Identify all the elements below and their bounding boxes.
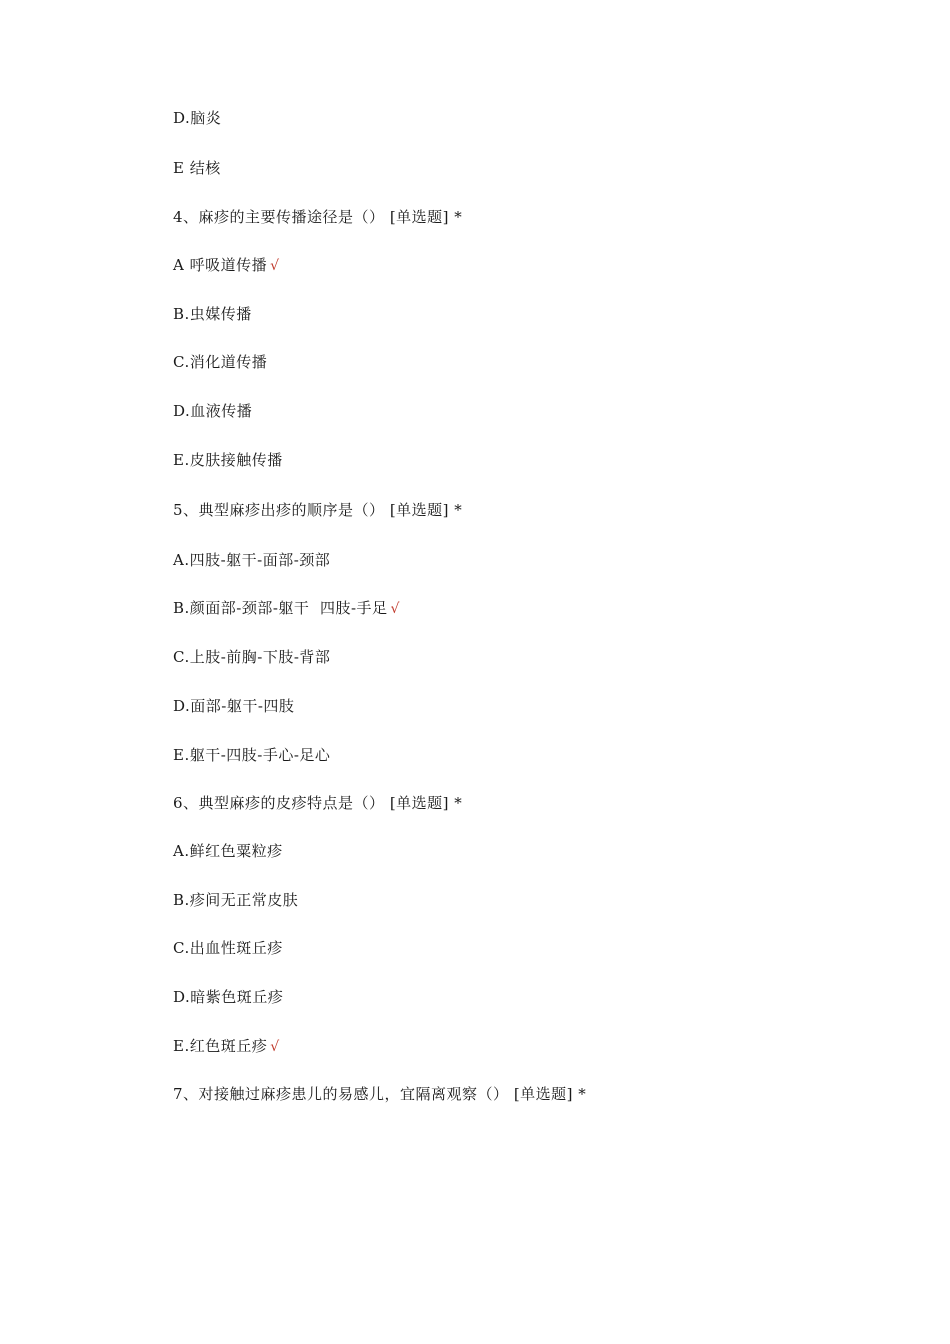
question-text: 5、典型麻疹出疹的顺序是（） [单选题] * <box>173 501 463 519</box>
question-line <box>173 1084 589 1105</box>
option-line <box>173 255 280 276</box>
checkmark-icon: √ <box>270 1039 280 1055</box>
option-line <box>173 450 286 471</box>
option-text: E 结核 <box>173 159 221 177</box>
option-text: B.疹间无正常皮肤 <box>173 891 299 909</box>
option-text: A.鲜红色粟粒疹 <box>173 842 283 860</box>
option-text: B.虫媒传播 <box>173 305 252 323</box>
option-line <box>173 841 286 862</box>
option-text: C.消化道传播 <box>173 353 268 371</box>
question-text: 7、对接触过麻疹患儿的易感儿，宜隔离观察（） [单选题] * <box>173 1085 587 1103</box>
option-line <box>173 987 286 1008</box>
option-line <box>173 598 400 619</box>
question-line <box>173 793 465 814</box>
option-line <box>173 745 333 766</box>
option-line <box>173 352 270 373</box>
option-line <box>173 401 255 422</box>
question-text: 6、典型麻疹的皮疹特点是（） [单选题] * <box>173 794 463 812</box>
option-line <box>173 304 255 325</box>
option-line <box>173 108 224 129</box>
option-text: B.颜面部-颈部-躯干 四肢-手足 <box>173 599 388 617</box>
option-line <box>173 938 286 959</box>
option-line <box>173 550 333 571</box>
option-text: A 呼吸道传播 <box>173 256 268 274</box>
checkmark-icon: √ <box>390 601 400 617</box>
option-line <box>173 647 333 668</box>
question-line <box>173 207 465 228</box>
option-text: D.脑炎 <box>173 109 222 127</box>
option-text: D.面部-躯干-四肢 <box>173 697 295 715</box>
checkmark-icon: √ <box>270 258 280 274</box>
option-line <box>173 158 224 179</box>
option-text: E.红色斑丘疹 <box>173 1037 268 1055</box>
option-text: D.暗紫色斑丘疹 <box>173 988 284 1006</box>
option-text: A.四肢-躯干-面部-颈部 <box>173 551 331 569</box>
option-text: C.上肢-前胸-下肢-背部 <box>173 648 331 666</box>
option-text: E.躯干-四肢-手心-足心 <box>173 746 331 764</box>
option-text: D.血液传播 <box>173 402 253 420</box>
option-line <box>173 890 301 911</box>
option-line <box>173 1036 280 1057</box>
option-text: E.皮肤接触传播 <box>173 451 283 469</box>
option-line <box>173 696 297 717</box>
question-line <box>173 500 465 521</box>
option-text: C.出血性斑丘疹 <box>173 939 283 957</box>
question-text: 4、麻疹的主要传播途径是（） [单选题] * <box>173 208 463 226</box>
